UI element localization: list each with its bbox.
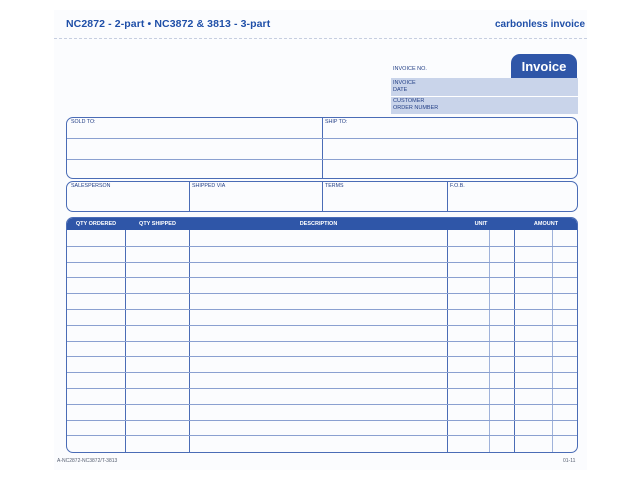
table-row[interactable] bbox=[67, 420, 577, 436]
table-row[interactable] bbox=[67, 246, 577, 262]
invoice-date-label-1: INVOICE bbox=[393, 80, 416, 86]
table-row[interactable] bbox=[67, 372, 577, 388]
salesperson-field[interactable] bbox=[67, 190, 188, 211]
table-row[interactable] bbox=[67, 277, 577, 293]
ship-to-label: SHIP TO: bbox=[325, 119, 348, 125]
shipped-via-label: SHIPPED VIA bbox=[192, 183, 226, 189]
table-row[interactable] bbox=[67, 309, 577, 325]
ship-to-field[interactable] bbox=[323, 126, 577, 178]
form-numbers: NC2872 - 2-part • NC3872 & 3813 - 3-part bbox=[66, 18, 271, 30]
perforation-line bbox=[54, 38, 587, 39]
table-row[interactable] bbox=[67, 404, 577, 420]
terms-label: TERMS bbox=[325, 183, 344, 189]
col-description: DESCRIPTION bbox=[299, 221, 338, 227]
sold-to-field[interactable] bbox=[67, 126, 321, 178]
table-row[interactable] bbox=[67, 230, 577, 246]
footer-date-code: 01-11 bbox=[563, 458, 576, 464]
table-row[interactable] bbox=[67, 262, 577, 278]
product-type: carbonless invoice bbox=[495, 19, 586, 30]
salesperson-label: SALESPERSON bbox=[71, 183, 111, 189]
table-row[interactable] bbox=[67, 293, 577, 309]
col-amount: AMOUNT bbox=[533, 221, 559, 227]
customer-order-label-2: ORDER NUMBER bbox=[393, 105, 439, 111]
col-qty-shipped: QTY SHIPPED bbox=[139, 221, 176, 227]
footer-form-code: A-NC2872-NC3872/T-3813 bbox=[57, 458, 118, 464]
fob-field[interactable] bbox=[448, 190, 577, 211]
table-row[interactable] bbox=[67, 325, 577, 341]
invoice-no-label: INVOICE NO. bbox=[393, 66, 427, 72]
table-row[interactable] bbox=[67, 356, 577, 372]
table-row[interactable] bbox=[67, 341, 577, 357]
invoice-title: Invoice bbox=[511, 54, 577, 78]
invoice-date-strip[interactable] bbox=[391, 78, 578, 96]
terms-field[interactable] bbox=[323, 190, 446, 211]
invoice-date-label-2: DATE bbox=[393, 87, 408, 93]
shipped-via-field[interactable] bbox=[190, 190, 321, 211]
customer-order-label-1: CUSTOMER bbox=[393, 98, 425, 104]
table-row[interactable] bbox=[67, 388, 577, 404]
sold-to-label: SOLD TO: bbox=[71, 119, 96, 125]
col-qty-ordered: QTY ORDERED bbox=[75, 221, 117, 227]
col-unit: UNIT bbox=[474, 221, 488, 227]
fob-label: F.O.B. bbox=[450, 183, 465, 189]
table-row[interactable] bbox=[67, 435, 577, 451]
